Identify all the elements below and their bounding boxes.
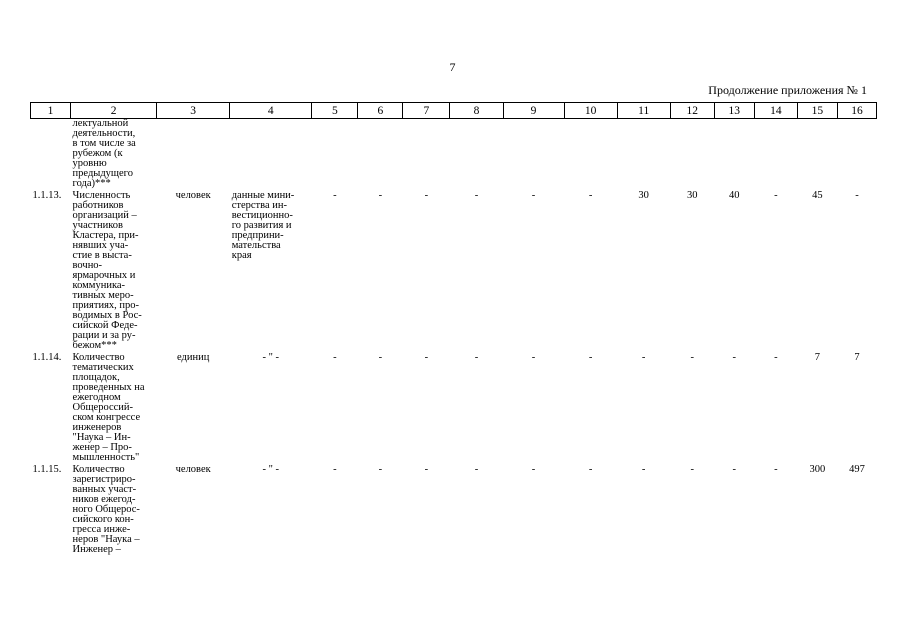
- appendix-continuation-label: Продолжение приложения № 1: [708, 83, 867, 97]
- value-cell: -: [641, 464, 646, 475]
- unit-of-measure: единиц: [177, 352, 210, 363]
- value-cell: 497: [849, 464, 865, 475]
- value-cell: -: [774, 190, 778, 201]
- column-header-14: 14: [754, 103, 797, 119]
- value-cell: -: [774, 464, 778, 475]
- value-cell: [450, 119, 503, 192]
- column-header-1: 1: [31, 103, 71, 119]
- column-header-10: 10: [564, 103, 617, 119]
- value-cell: [670, 119, 714, 192]
- value-cell: -: [531, 352, 536, 363]
- column-header-9: 9: [503, 103, 564, 119]
- data-source: [230, 119, 312, 192]
- value-cell: -: [424, 464, 429, 475]
- value-cell: [797, 119, 837, 192]
- value-cell: -: [855, 190, 859, 201]
- value-cell: -: [333, 464, 337, 475]
- value-cell: 7: [854, 352, 860, 363]
- value-cell: 7: [814, 352, 820, 363]
- value-cell: [714, 119, 754, 192]
- column-header-16: 16: [837, 103, 876, 119]
- value-cell: -: [474, 464, 479, 475]
- column-header-15: 15: [797, 103, 837, 119]
- value-cell: -: [531, 464, 536, 475]
- value-cell: -: [474, 190, 479, 201]
- value-cell: 45: [812, 190, 823, 201]
- indicators-table: [30, 102, 877, 557]
- value-cell: -: [378, 190, 383, 201]
- table-body: [31, 119, 877, 558]
- value-cell: -: [474, 352, 479, 363]
- column-header-11: 11: [617, 103, 670, 119]
- value-cell: -: [641, 352, 646, 363]
- value-cell: [403, 119, 450, 192]
- value-cell: -: [424, 352, 429, 363]
- value-cell: [312, 119, 358, 192]
- value-cell: -: [333, 352, 337, 363]
- unit-of-measure: [157, 119, 230, 192]
- value-cell: -: [732, 464, 737, 475]
- table-row: [31, 119, 877, 192]
- value-cell: [754, 119, 797, 192]
- column-header-8: 8: [450, 103, 503, 119]
- value-cell: 300: [809, 464, 826, 475]
- table-header-row: [31, 103, 877, 119]
- value-cell: -: [333, 190, 337, 201]
- column-header-7: 7: [403, 103, 450, 119]
- column-header-3: 3: [157, 103, 230, 119]
- value-cell: -: [588, 352, 593, 363]
- value-cell: 30: [638, 190, 649, 201]
- data-source: - " -: [262, 464, 280, 475]
- value-cell: -: [774, 352, 778, 363]
- indicator-code: 1.1.15.: [32, 464, 62, 475]
- column-header-6: 6: [358, 103, 403, 119]
- indicator-code: [31, 119, 71, 192]
- value-cell: 40: [729, 190, 740, 201]
- page-number: 7: [449, 60, 456, 74]
- value-cell: -: [690, 464, 694, 475]
- table-row: [31, 353, 877, 465]
- indicator-code: 1.1.13.: [32, 190, 62, 201]
- value-cell: [564, 119, 617, 192]
- value-cell: -: [531, 190, 536, 201]
- value-cell: [837, 119, 876, 192]
- value-cell: -: [378, 352, 383, 363]
- value-cell: [358, 119, 403, 192]
- data-source: данные мини- стерства ин- вестиционно- го развития и предприни- мательства края: [231, 190, 295, 261]
- value-cell: [617, 119, 670, 192]
- column-header-13: 13: [714, 103, 754, 119]
- value-cell: -: [378, 464, 383, 475]
- value-cell: -: [588, 190, 593, 201]
- value-cell: -: [588, 464, 593, 475]
- data-source: - " -: [262, 352, 280, 363]
- value-cell: -: [690, 352, 694, 363]
- table-row: [31, 465, 877, 557]
- indicator-code: 1.1.14.: [32, 352, 62, 363]
- indicator-name: Количество зарегистриро- ванных участ- ников ежегод- ного Общерос- сийского кон- гресса инже- неров "Наука – Инженер –: [72, 464, 140, 555]
- value-cell: -: [732, 352, 737, 363]
- column-header-4: 4: [230, 103, 312, 119]
- unit-of-measure: человек: [175, 464, 211, 475]
- unit-of-measure: человек: [175, 190, 211, 201]
- indicator-name: лектуальной деятельности, в том числе за рубежом (к уровню предыдущего года)***: [72, 118, 136, 189]
- indicator-name: Численность работников организаций – участников Кластера, при- нявших уча- стие в выста- вочно- ярмарочных и коммуника- тивных меро- приятиях, про- водимых в Рос- сийской Феде- рации и за ру- бежом***: [72, 190, 142, 351]
- indicator-name: Количество тематических площадок, проведенных на ежегодном Общероссий- ском конгрессе инженеров "Наука – Ин- женер – Про- мышленность": [72, 352, 145, 463]
- value-cell: -: [424, 190, 429, 201]
- column-header-2: 2: [71, 103, 157, 119]
- column-header-5: 5: [312, 103, 358, 119]
- table-row: [31, 191, 877, 353]
- column-header-12: 12: [670, 103, 714, 119]
- value-cell: [503, 119, 564, 192]
- value-cell: 30: [686, 190, 698, 201]
